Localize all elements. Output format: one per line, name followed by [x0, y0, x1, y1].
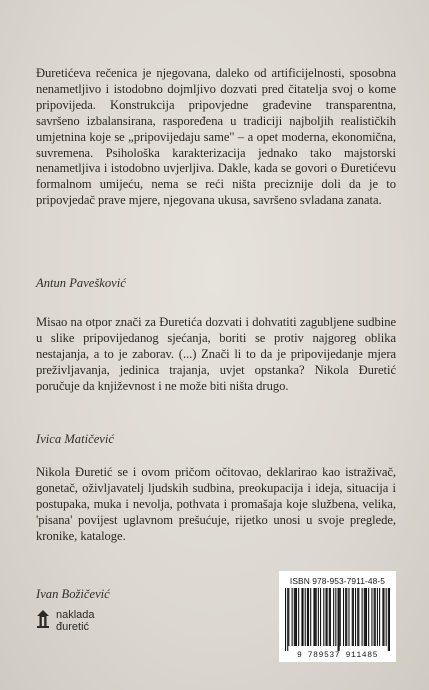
review-text: Nikola Đuretić se i ovom pričom očitovao, deklarirao kao istraživač, gonetač, oživljavatelj ljudskih sudbina, preokupacija i ideja, situacija i postupaka, muka i nevolja, pothvata i promašaja koje službena, velika, 'pisana' povijest uglavnom prešućuje, rijetko unosi u svoje preglede, kronike, kataloge.	[36, 465, 396, 543]
barcode-bar	[345, 588, 346, 646]
barcode-bar	[377, 588, 378, 646]
barcode-bar	[288, 588, 289, 646]
barcode-bar	[374, 588, 375, 646]
barcode-bar	[320, 588, 321, 646]
barcode-bar	[296, 588, 297, 646]
barcode-bar	[368, 588, 369, 646]
barcode-bar	[303, 588, 304, 646]
barcode-bar	[308, 588, 309, 646]
barcode-bar	[301, 588, 302, 646]
barcode-bar	[329, 588, 330, 646]
barcode-bar	[343, 588, 344, 646]
barcode-bar	[389, 588, 390, 652]
barcode-bar	[327, 588, 328, 646]
publisher-mark	[36, 608, 95, 633]
barcode-bar	[366, 588, 367, 646]
barcode-bar	[305, 588, 306, 646]
review-1	[36, 66, 396, 290]
barcode-bar	[382, 588, 383, 646]
barcode-bar	[294, 588, 295, 646]
barcode-box	[279, 571, 396, 662]
barcode-bar	[310, 588, 311, 646]
barcode-bar	[298, 588, 299, 646]
barcode-bar	[307, 588, 308, 646]
review-text: Đuretićeva rečenica je njegovana, daleko od artificijelnosti, sposobna nenametljivo i istodobno dojmljivo dozvati pred čitatelja svoj o kome pripovijeda. Konstrukcija pripovjedne građevine transparentna, savršeno izbalansirana, raspoređena u tradiciji najboljih realističkih umjetnina koje se „pripovijedaju same" – a opet moderna, ekonomična, suvremena. Psihološka karakterizacija jednako tako majstorski nenametljiva i istodobno uvjerljiva. Dakle, kada se govori o Đuretićevu formalnom umijeću, nema se reći ništa preciznije doli da je to pripovjedač prave mjere, njegovana ukusa, savršeno svladana zanata.	[36, 66, 396, 208]
barcode-bar	[364, 588, 365, 646]
barcode-bar	[333, 588, 334, 646]
barcode-bar	[386, 588, 387, 646]
barcode-bar	[330, 588, 331, 646]
barcode-bar	[371, 588, 372, 646]
review-2	[36, 315, 396, 446]
review-author: Ivan Božičević	[36, 587, 110, 601]
review-author: Ivica Matičević	[36, 432, 114, 446]
barcode-bar	[365, 588, 366, 646]
barcode-bar	[358, 588, 359, 646]
barcode-bar	[346, 588, 347, 646]
barcode-bar	[339, 588, 340, 652]
barcode-bar	[285, 588, 286, 652]
barcode-bar	[362, 588, 363, 646]
barcode-bar	[375, 588, 376, 646]
barcode-bar	[323, 588, 324, 646]
review-text: Misao na otpor znači za Đuretića dozvati i dohvatiti zagubljene sudbine u slike pripovijedanog sjećanja, boriti se protiv najgoreg oblika nestajanja, a to je zaborav. (...) Znači li to da je pripovijedanje mjera preživljavanja, jedinica trajanja, uvjet opstanka? Nikola Đuretić poručuje da književnost i ne može biti ništa drugo.	[36, 315, 396, 393]
publisher-name-line2: đuretić	[56, 621, 90, 633]
barcode-bar	[295, 588, 296, 646]
barcode-bar	[335, 588, 336, 646]
barcode-bar	[383, 588, 384, 646]
isbn-label: ISBN 978-953-7911-48-5	[289, 576, 386, 586]
barcode-bar	[287, 588, 288, 652]
barcode-bar	[340, 588, 341, 646]
review-author: Antun Pavešković	[36, 276, 126, 290]
barcode-bar	[348, 588, 349, 646]
publisher-name	[56, 609, 95, 633]
barcode-bar	[355, 588, 356, 646]
publisher-logo-icon	[36, 610, 50, 628]
barcode-bar	[353, 588, 354, 646]
barcode-bar	[352, 588, 353, 646]
barcode-bar	[292, 588, 293, 646]
barcode-digits: 9 789537 911485	[279, 651, 396, 660]
barcode-image	[285, 588, 390, 652]
barcode-bar	[388, 588, 389, 652]
barcode-bar	[313, 588, 314, 646]
barcode-bar	[357, 588, 358, 646]
barcode-bar	[318, 588, 319, 646]
barcode-bar	[316, 588, 317, 646]
barcode-bar	[338, 588, 339, 652]
publisher-name-line1: naklada	[56, 609, 95, 621]
barcode-bar	[379, 588, 380, 646]
barcode-bar	[325, 588, 326, 646]
barcode-bar	[315, 588, 316, 646]
